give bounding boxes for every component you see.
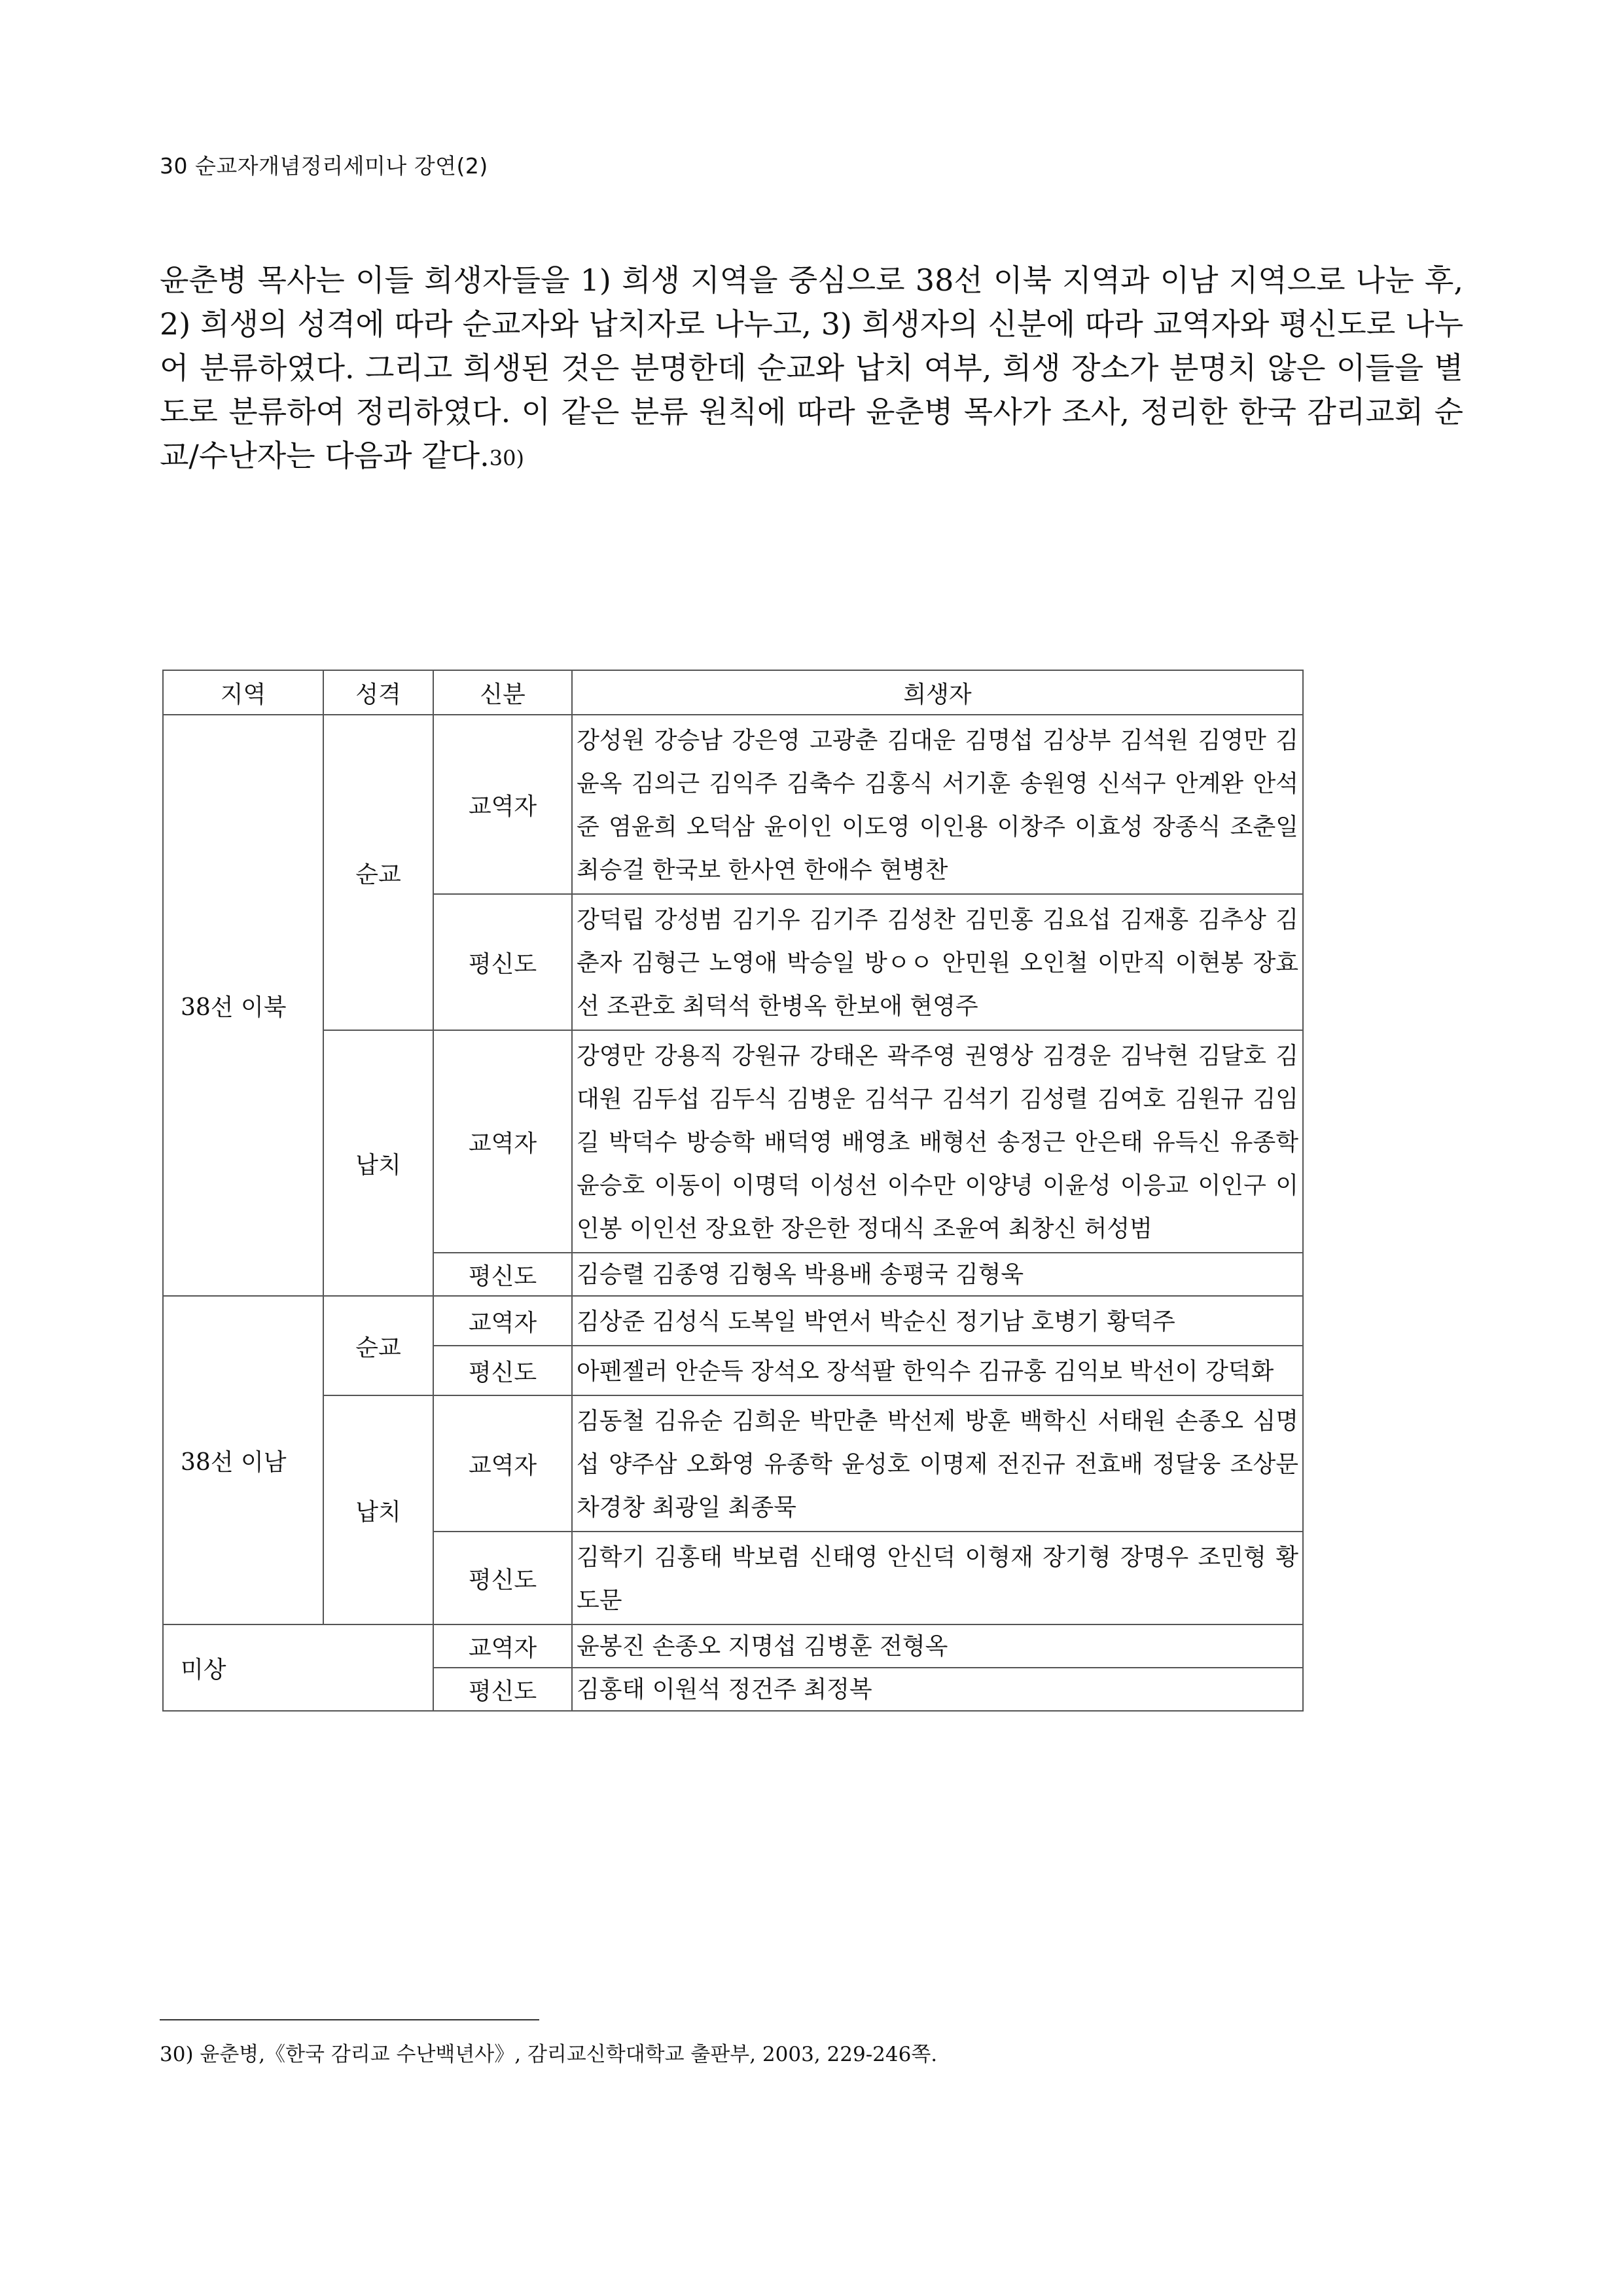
type-martyr: 순교: [323, 1296, 433, 1395]
paragraph-text: 윤춘병 목사는 이들 희생자들을 1) 희생 지역을 중심으로 38선 이북 지역과 이남 지역으로 나눈 후, 2) 희생의 성격에 따라 순교자와 납치자로 나누고, 3) 희생자의 신분에 따라 교역자와 평신도로 나누어 분류하였다. 그리고 희생된 것은 분명한데 순교와 납치 여부, 희생 장소가 분명치 않은 이들을 별도로 분류하여 정리하였다. 이 같은 분류 원칙에 따라 윤춘병 목사가 조사, 정리한 한국 감리교회 순교/수난자는 다음과 같다.: [160, 262, 1463, 473]
footnote: 30) 윤춘병,《한국 감리교 수난백년사》, 감리교신학대학교 출판부, 2003, 229-246쪽.: [160, 2043, 938, 2066]
status-laity: 평신도: [433, 1668, 572, 1711]
victims-unknown-clergy: 윤봉진 손종오 지명섭 김병훈 전형옥: [572, 1624, 1303, 1668]
status-clergy: 교역자: [433, 1030, 572, 1253]
status-clergy: 교역자: [433, 715, 572, 894]
page-header: 30 순교자개념정리세미나 강연(2): [160, 153, 488, 179]
table-row: [163, 1395, 1303, 1532]
header-region: 지역: [163, 670, 323, 715]
table-row: [163, 715, 1303, 894]
type-abduction: 납치: [323, 1030, 433, 1296]
table-row: [163, 1296, 1303, 1346]
body-paragraph: [160, 259, 1463, 478]
footnote-reference[interactable]: 30): [489, 446, 524, 471]
region-south: 38선 이남: [163, 1296, 323, 1624]
footnote-divider: [160, 2019, 539, 2020]
victims-south-martyr-laity: 아펜젤러 안순득 장석오 장석팔 한익수 김규홍 김익보 박선이 강덕화: [572, 1346, 1303, 1395]
victims-south-abduction-laity: 김학기 김홍태 박보렴 신태영 안신덕 이형재 장기형 장명우 조민형 황도문: [572, 1532, 1303, 1624]
table-row: [163, 1030, 1303, 1253]
table-header-row: [163, 670, 1303, 715]
victims-north-martyr-laity: 강덕립 강성범 김기우 김기주 김성찬 김민홍 김요섭 김재홍 김추상 김춘자 김형근 노영애 박승일 방ㅇㅇ 안민원 오인철 이만직 이현봉 장효선 조관호 최덕석 한병옥 한보애 현영주: [572, 894, 1303, 1030]
region-north: 38선 이북: [163, 715, 323, 1296]
status-laity: 평신도: [433, 894, 572, 1030]
victims-table: [162, 670, 1304, 1712]
type-abduction: 납치: [323, 1395, 433, 1624]
header-type: 성격: [323, 670, 433, 715]
victims-south-martyr-clergy: 김상준 김성식 도복일 박연서 박순신 정기남 호병기 황덕주: [572, 1296, 1303, 1346]
header-status: 신분: [433, 670, 572, 715]
type-martyr: 순교: [323, 715, 433, 1030]
table-row: [163, 1624, 1303, 1668]
status-clergy: 교역자: [433, 1624, 572, 1668]
status-clergy: 교역자: [433, 1296, 572, 1346]
status-laity: 평신도: [433, 1253, 572, 1296]
header-victims: 희생자: [572, 670, 1303, 715]
victims-north-martyr-clergy: 강성원 강승남 강은영 고광춘 김대운 김명섭 김상부 김석원 김영만 김윤옥 김의근 김익주 김축수 김홍식 서기훈 송원영 신석구 안계완 안석준 염윤희 오덕삼 윤이인 이도영 이인용 이창주 이효성 장종식 조춘일 최승걸 한국보 한사연 한애수 현병찬: [572, 715, 1303, 894]
victims-north-abduction-clergy: 강영만 강용직 강원규 강태온 곽주영 권영상 김경운 김낙현 김달호 김대원 김두섭 김두식 김병운 김석구 김석기 김성렬 김여호 김원규 김임길 박덕수 방승학 배덕영 배영초 배형선 송정근 안은태 유득신 유종학 윤승호 이동이 이명덕 이성선 이수만 이양녕 이윤성 이응교 이인구 이인봉 이인선 장요한 장은한 정대식 조윤여 최창신 허성범: [572, 1030, 1303, 1253]
status-clergy: 교역자: [433, 1395, 572, 1532]
victims-unknown-laity: 김홍태 이원석 정건주 최정복: [572, 1668, 1303, 1711]
victims-south-abduction-clergy: 김동철 김유순 김희운 박만춘 박선제 방훈 백학신 서태원 손종오 심명섭 양주삼 오화영 유종학 윤성호 이명제 전진규 전효배 정달웅 조상문 차경창 최광일 최종묵: [572, 1395, 1303, 1532]
victims-north-abduction-laity: 김승렬 김종영 김형옥 박용배 송평국 김형욱: [572, 1253, 1303, 1296]
status-laity: 평신도: [433, 1532, 572, 1624]
status-laity: 평신도: [433, 1346, 572, 1395]
region-unknown: 미상: [163, 1624, 433, 1711]
